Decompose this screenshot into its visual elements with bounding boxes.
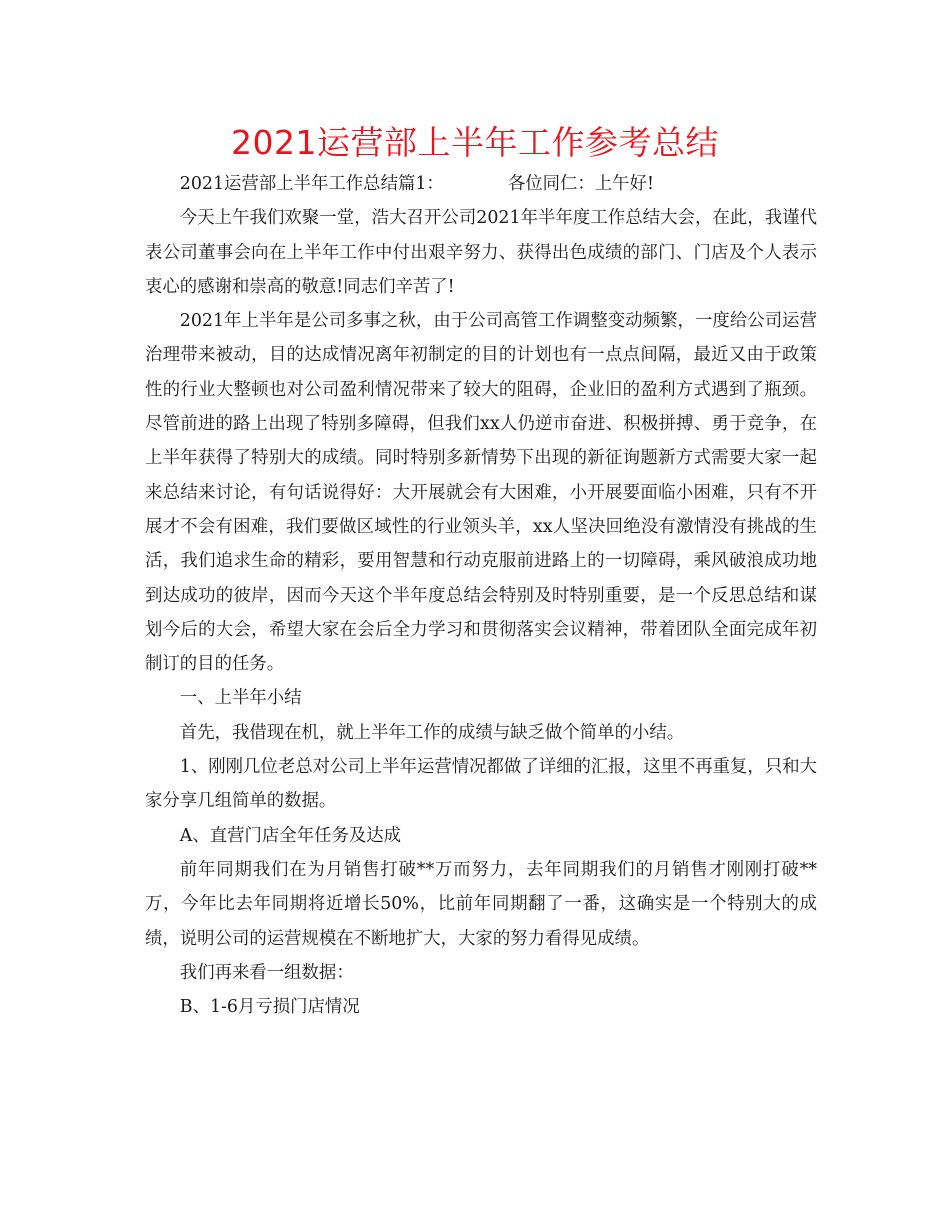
subheading-direct-stores: A、直营门店全年任务及达成 xyxy=(179,825,402,846)
paragraph-summary-intro: 首先，我借现在机，就上半年工作的成绩与缺乏做个简单的小结。 xyxy=(179,722,685,743)
section-heading-summary: 一、上半年小结 xyxy=(179,688,302,709)
greeting: 各位同仁：上午好! xyxy=(507,174,654,194)
intro-heading: 2021运营部上半年工作总结篇1： xyxy=(179,174,444,194)
document-body xyxy=(145,167,817,1024)
subheading-loss-stores: B、1-6月亏损门店情况 xyxy=(179,997,360,1018)
paragraph-data-intro: 1、刚刚几位老总对公司上半年运营情况都做了详细的汇报，这里不再重复，只和大家分享几组简单的数据。 xyxy=(145,757,817,812)
paragraph-overview: 2021年上半年是公司多事之秋，由于公司高管工作调整变动频繁，一度给公司运营治理带来被动，目的达成情况离年初制定的目的计划也有一点点间隔，最近又由于政策性的行业大整顿也对公司盈利情况带来了较大的阻碍，企业旧的盈利方式遇到了瓶颈。尽管前进的路上出现了特别多障碍，但我们xx人仍逆市奋进、积极拼搏、勇于竞争，在上半年获得了特别大的成绩。同时特别多新情势下出现的新征询题新方式需要大家一起来总结来讨论，有句话说得好：大开展就会有大困难，小开展要面临小困难，只有不开展才不会有困难，我们要做区域性的行业领头羊，xx人坚决回绝没有激情没有挑战的生活，我们追求生命的精彩，要用智慧和行动克服前进路上的一切障碍，乘风破浪成功地到达成功的彼岸，因而今天这个半年度总结会特别及时特别重要，是一个反思总结和谋划今后的大会，希望大家在会后全力学习和贯彻落实会议精神，带着团队全面完成年初制订的目的任务。 xyxy=(145,311,817,675)
document-title: 2021运营部上半年工作参考总结 xyxy=(231,123,719,162)
paragraph-sales-growth: 前年同期我们在为月销售打破**万而努力，去年同期我们的月销售才刚刚打破**万，今年比去年同期将近增长50%，比前年同期翻了一番，这确实是一个特别大的成绩，说明公司的运营规模在不断地扩大，大家的努力看得见成绩。 xyxy=(145,859,817,949)
paragraph-opening: 今天上午我们欢聚一堂，浩大召开公司2021年半年度工作总结大会，在此，我谨代表公司董事会向在上半年工作中付出艰辛努力、获得出色成绩的部门、门店及个人表示衷心的感谢和崇高的敬意!同志们辛苦了! xyxy=(145,208,817,297)
paragraph-next-data: 我们再来看一组数据： xyxy=(179,962,354,983)
intro-line xyxy=(145,167,817,201)
